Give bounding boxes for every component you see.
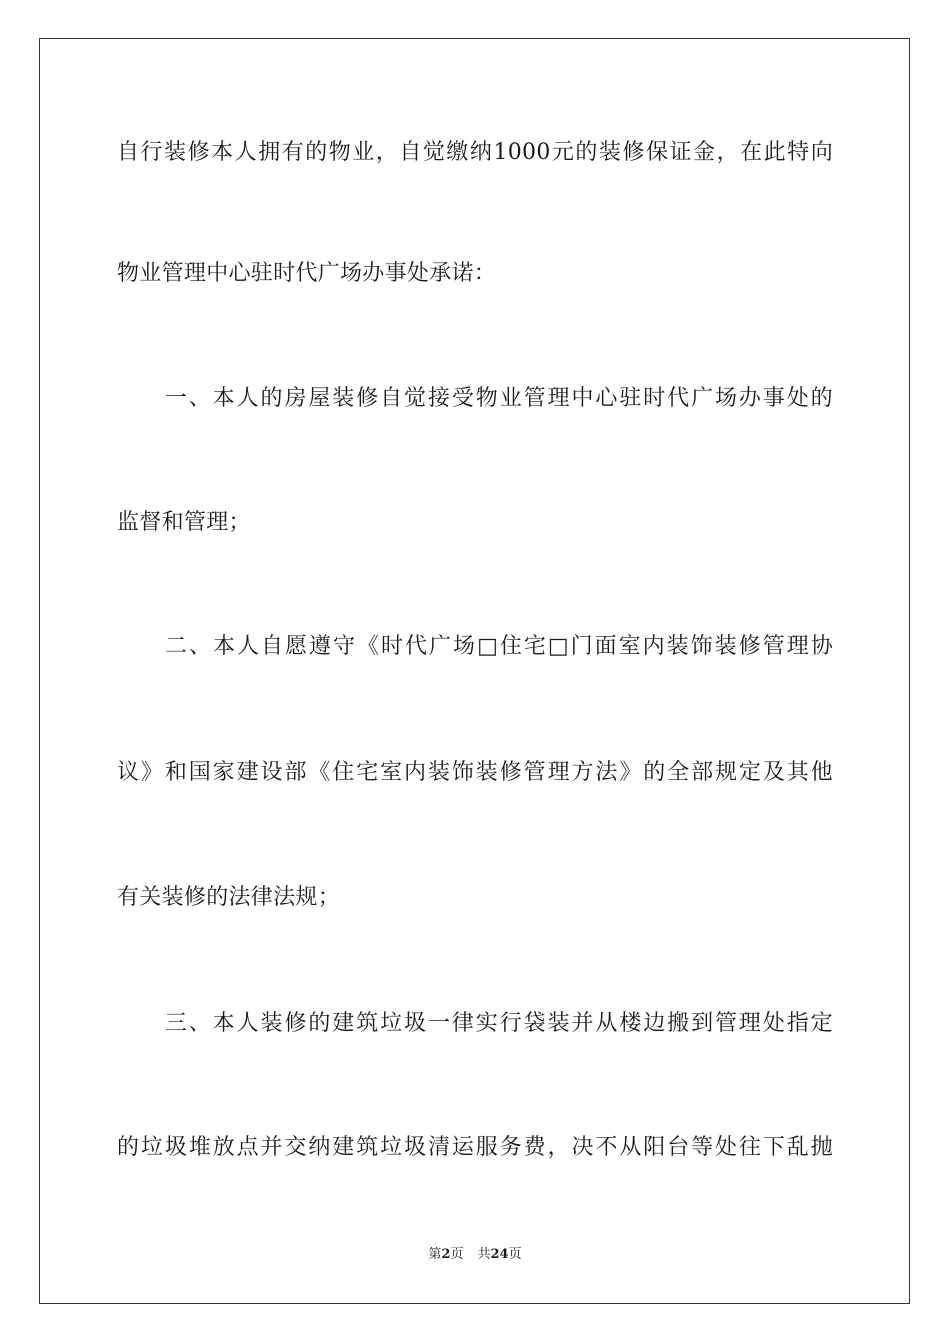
footer-page-prefix: 第: [428, 1247, 442, 1262]
paragraph-line-8: 三、本人装修的建筑垃圾一律实行袋装并从楼边搬到管理处指定: [117, 1011, 833, 1036]
paragraph-line-6: 议》和国家建设部《住宅室内装饰装修管理方法》的全部规定及其他: [117, 760, 833, 785]
page-footer: [0, 1246, 950, 1264]
footer-page-suffix: 页: [450, 1247, 464, 1262]
paragraph-line-5: 二、本人自愿遵守《时代广场□住宅□门面室内装饰装修管理协: [117, 634, 833, 659]
paragraph-line-2: 物业管理中心驻时代广场办事处承诺：: [117, 261, 497, 286]
footer-total-suffix: 页: [508, 1247, 522, 1262]
paragraph-line-7: 有关装修的法律法规；: [117, 885, 341, 910]
paragraph-line-4: 监督和管理；: [117, 510, 251, 535]
footer-total-prefix: 共: [477, 1247, 491, 1262]
page-border: [39, 38, 910, 1304]
paragraph-line-1: 自行装修本人拥有的物业，自觉缴纳1000元的装修保证金，在此特向: [117, 140, 833, 165]
paragraph-line-3: 一、本人的房屋装修自觉接受物业管理中心驻时代广场办事处的: [117, 386, 833, 411]
paragraph-line-9: 的垃圾堆放点并交纳建筑垃圾清运服务费，决不从阳台等处往下乱抛: [117, 1135, 833, 1160]
footer-page-total: 24: [490, 1247, 509, 1262]
footer-page-current: 2: [441, 1247, 451, 1262]
